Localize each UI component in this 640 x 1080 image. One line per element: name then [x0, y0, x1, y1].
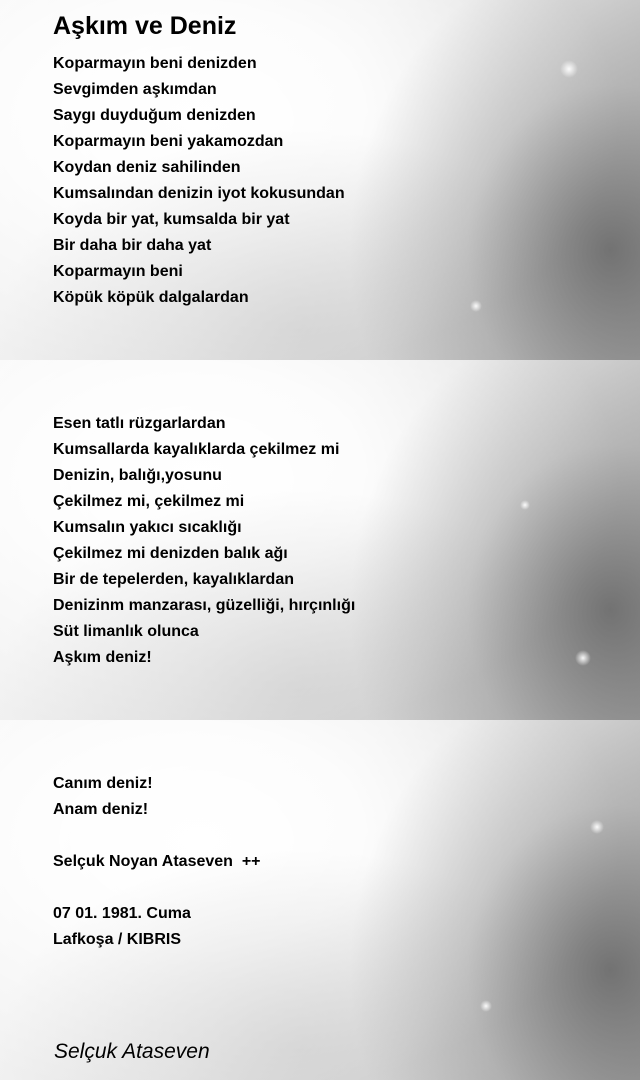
- poem-title: Aşkım ve Deniz: [53, 12, 237, 40]
- poem-line: Kumsallarda kayalıklarda çekilmez mi: [53, 441, 340, 458]
- poem-line: Saygı duyduğum denizden: [53, 107, 256, 124]
- poem-line: Çekilmez mi denizden balık ağı: [53, 545, 288, 562]
- poem-stanza-3: [53, 771, 261, 953]
- poem-date-line: 07 01. 1981. Cuma: [53, 905, 191, 922]
- poem-blank-line: [53, 875, 261, 901]
- poem-line: Bir daha bir daha yat: [53, 237, 212, 254]
- poem-line: Kumsalın yakıcı sıcaklığı: [53, 519, 242, 536]
- light-spark-decoration: [520, 500, 530, 510]
- poem-line: Bir de tepelerden, kayalıklardan: [53, 571, 294, 588]
- poem-line: Denizinm manzarası, güzelliği, hırçınlığı: [53, 597, 356, 614]
- poem-line: Köpük köpük dalgalardan: [53, 289, 249, 306]
- poem-author-line: Selçuk Noyan Ataseven ++: [53, 853, 261, 870]
- poem-line: Çekilmez mi, çekilmez mi: [53, 493, 245, 510]
- light-spark-decoration: [560, 60, 578, 78]
- poem-line: Süt limanlık olunca: [53, 623, 199, 640]
- poem-line: Koparmayın beni denizden: [53, 55, 257, 72]
- poem-line: Aşkım deniz!: [53, 649, 152, 666]
- poem-blank-line: [53, 823, 261, 849]
- poem-line: Koparmayın beni yakamozdan: [53, 133, 284, 150]
- poem-line: Anam deniz!: [53, 801, 149, 818]
- poem-panel-2: [0, 360, 640, 720]
- poem-stanza-2: [53, 411, 355, 671]
- poem-line: Kumsalından denizin iyot kokusundan: [53, 185, 345, 202]
- poem-line: Esen tatlı rüzgarlardan: [53, 415, 226, 432]
- light-spark-decoration: [480, 1000, 492, 1012]
- poem-line: Denizin, balığı,yosunu: [53, 467, 222, 484]
- poem-line: Canım deniz!: [53, 775, 153, 792]
- poem-panel-1: [0, 0, 640, 360]
- poem-panel-3: [0, 720, 640, 1080]
- poem-line: Koydan deniz sahilinden: [53, 159, 241, 176]
- author-signature: Selçuk Ataseven: [54, 1040, 210, 1063]
- poem-line: Koyda bir yat, kumsalda bir yat: [53, 211, 290, 228]
- poem-place-line: Lafkoşa / KIBRIS: [53, 931, 182, 948]
- poem-line: Koparmayın beni: [53, 263, 183, 280]
- poem-stanza-1: [53, 51, 345, 311]
- poem-line: Sevgimden aşkımdan: [53, 81, 217, 98]
- light-spark-decoration: [575, 650, 591, 666]
- light-spark-decoration: [590, 820, 604, 834]
- light-spark-decoration: [470, 300, 482, 312]
